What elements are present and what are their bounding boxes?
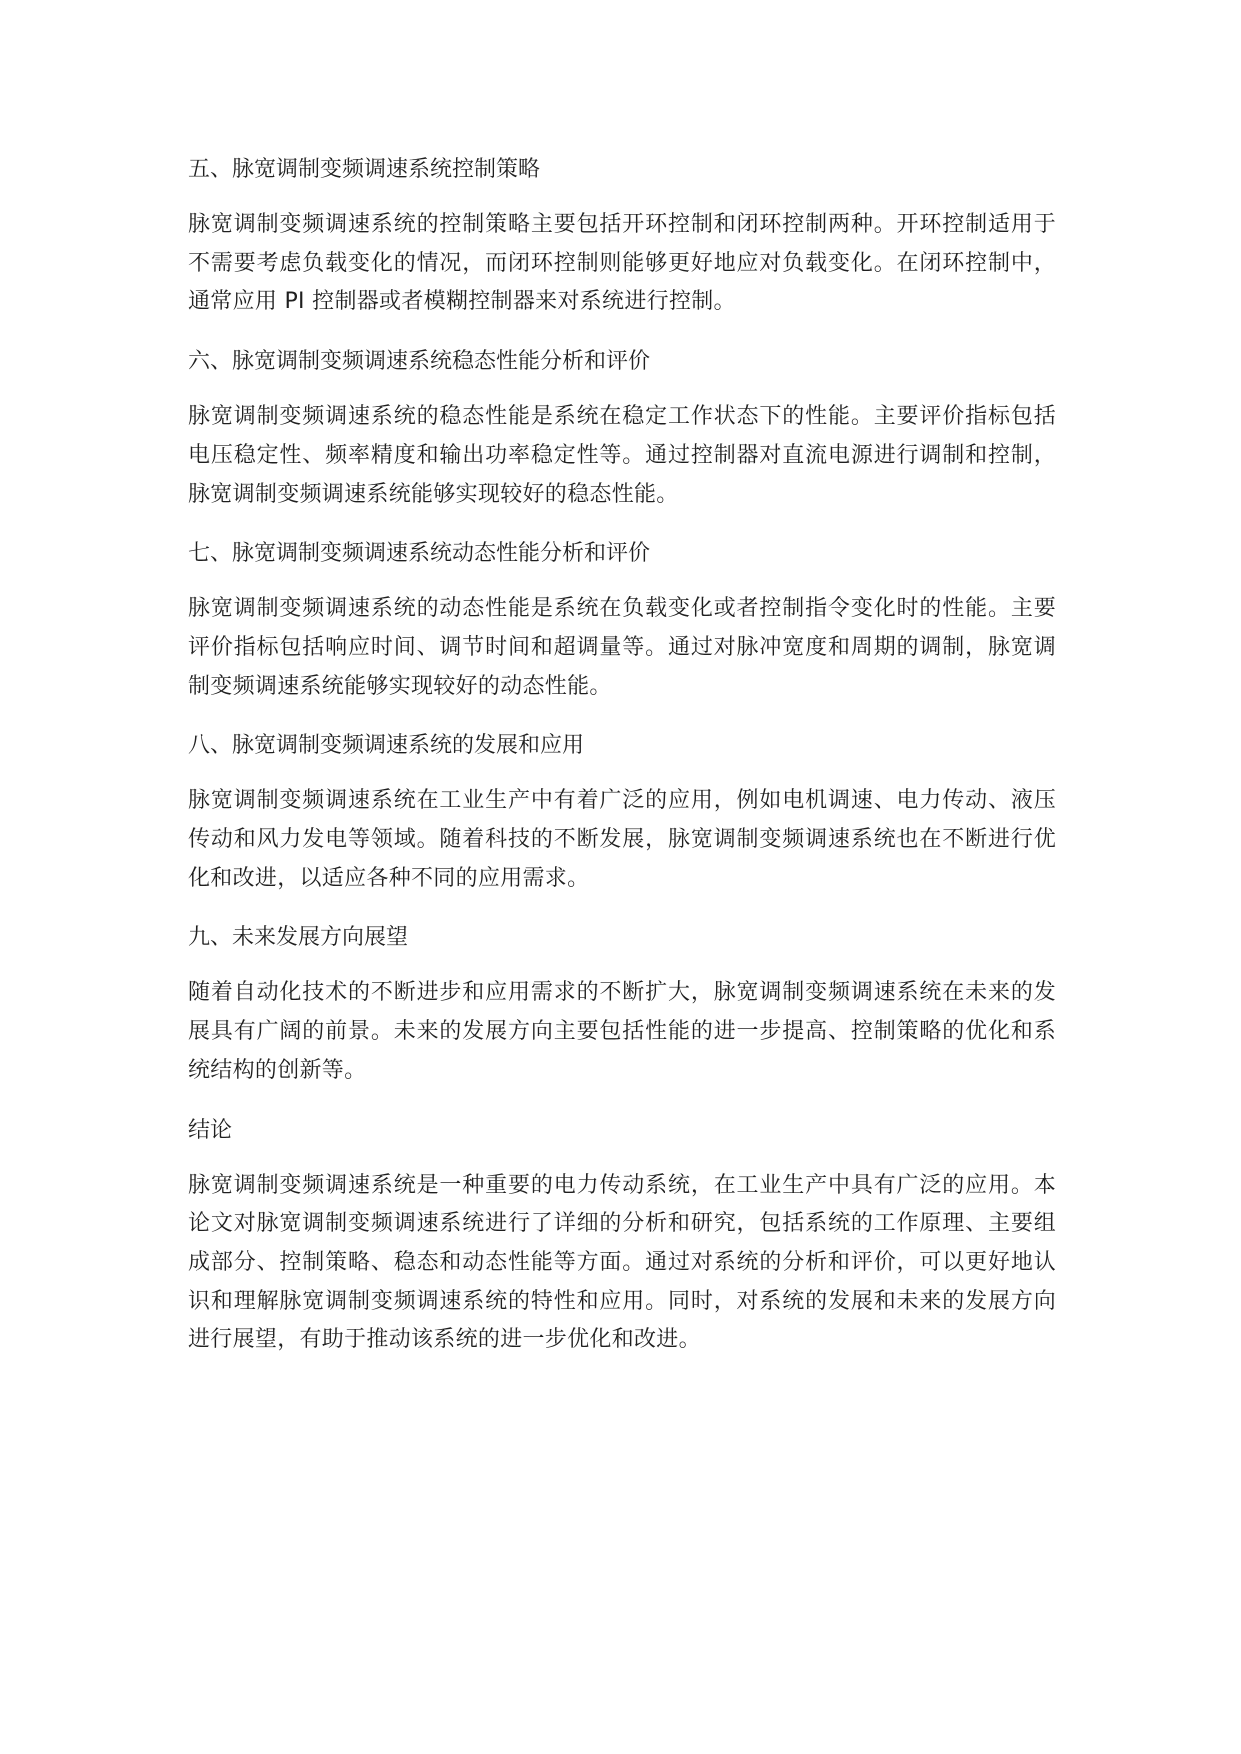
section-paragraph: 脉宽调制变频调速系统的稳态性能是系统在稳定工作状态下的性能。主要评价指标包括电压稳定性、频率精度和输出功率稳定性等。通过控制器对直流电源进行调制和控制，脉宽调制变频调速系统能够实现较好的稳态性能。 — [188, 404, 1056, 507]
section-paragraph: 脉宽调制变频调速系统在工业生产中有着广泛的应用，例如电机调速、电力传动、液压传动和风力发电等领域。随着科技的不断发展，脉宽调制变频调速系统也在不断进行优化和改进，以适应各种不同的应用需求。 — [188, 788, 1056, 891]
section-paragraph: 脉宽调制变频调速系统是一种重要的电力传动系统，在工业生产中具有广泛的应用。本论文对脉宽调制变频调速系统进行了详细的分析和研究，包括系统的工作原理、主要组成部分、控制策略、稳态和动态性能等方面。通过对系统的分析和评价，可以更好地认识和理解脉宽调制变频调速系统的特性和应用。同时，对系统的发展和未来的发展方向进行展望，有助于推动该系统的进一步优化和改进。 — [188, 1172, 1056, 1353]
document-page — [188, 150, 1056, 1380]
section-dynamic — [188, 534, 1056, 706]
section-heading: 八、脉宽调制变频调速系统的发展和应用 — [188, 733, 585, 759]
section-heading: 九、未来发展方向展望 — [188, 925, 409, 951]
section-heading: 六、脉宽调制变频调速系统稳态性能分析和评价 — [188, 349, 651, 375]
section-future — [188, 918, 1056, 1090]
section-paragraph: 脉宽调制变频调速系统的动态性能是系统在负载变化或者控制指令变化时的性能。主要评价指标包括响应时间、调节时间和超调量等。通过对脉冲宽度和周期的调制，脉宽调制变频调速系统能够实现较好的动态性能。 — [188, 596, 1056, 699]
section-heading: 七、脉宽调制变频调速系统动态性能分析和评价 — [188, 541, 651, 567]
section-control-strategy — [188, 150, 1056, 322]
section-paragraph: 脉宽调制变频调速系统的控制策略主要包括开环控制和闭环控制两种。开环控制适用于不需要考虑负载变化的情况，而闭环控制则能够更好地应对负载变化。在闭环控制中，通常应用 PI 控制器或者模糊控制器来对系统进行控制。 — [188, 212, 1056, 315]
section-heading: 结论 — [188, 1117, 233, 1143]
section-development — [188, 726, 1056, 898]
section-heading: 五、脉宽调制变频调速系统控制策略 — [188, 157, 541, 182]
section-conclusion — [188, 1111, 1056, 1361]
section-steady-state — [188, 342, 1056, 514]
section-paragraph: 随着自动化技术的不断进步和应用需求的不断扩大，脉宽调制变频调速系统在未来的发展具有广阔的前景。未来的发展方向主要包括性能的进一步提高、控制策略的优化和系统结构的创新等。 — [188, 980, 1056, 1083]
